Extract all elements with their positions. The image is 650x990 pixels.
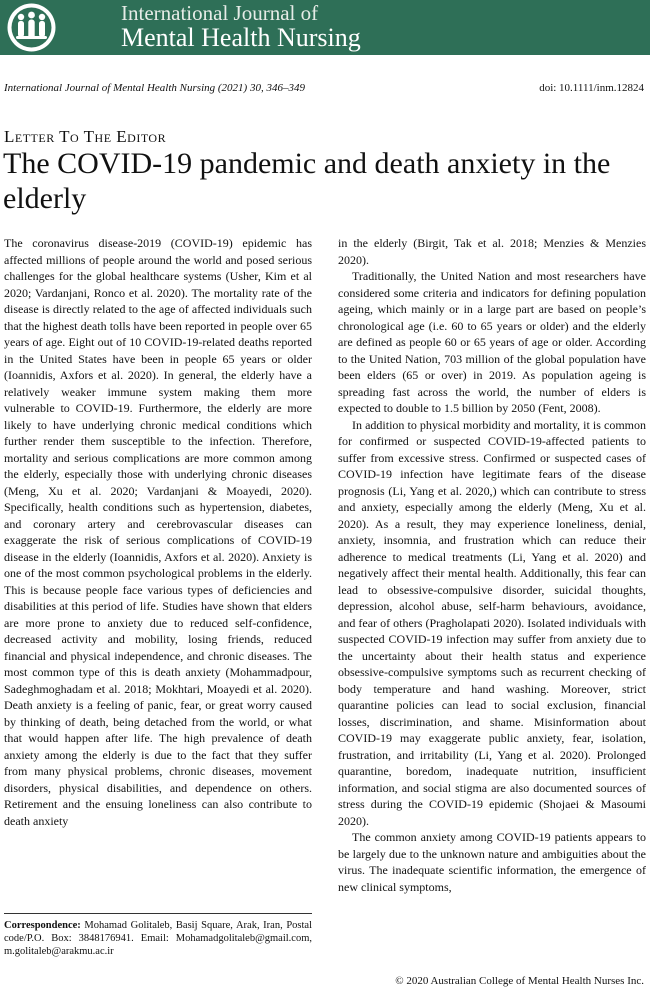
body-column-left (4, 235, 312, 887)
correspondence-text: Mohamad Golitaleb, Basij Square, Arak, Iran, Postal code/P.O. Box: 3848176941. Email: Mohamadgolitaleb@gmail.com, m.golitaleb@arakmu.ac.ir (4, 920, 313, 957)
copyright-notice: © 2020 Australian College of Mental Health Nurses Inc. (395, 975, 644, 987)
journal-name-line1: International Journal of (121, 1, 319, 25)
body-paragraph: In addition to physical morbidity and mortality, it is common for confirmed or suspected COVID-19-affected patients to suffer from excessive stress. Confirmed or suspected cases of COVID-19 infection have legitimate fears of the disease prognosis (Li, Yang et al. 2020,) which can contribute to stress and anxiety, especially among the elderly (Meng, Xu et al. 2020). As a result, they may experience loneliness, denial, anxiety, insomnia, and frustration which can reduce their adherence to medical treatments (Li, Yang et al. 2020) and negatively affect their mental health. Additionally, this fear can lead to obsessive-compulsive disorder, suicidal thoughts, depression, alcohol abuse, self-harm behaviours, avoidance, and fear of others (Pragholapati 2020). Isolated individuals with suspected COVID-19 infection may suffer from anxiety due to the uncertainty about their health status and experience obsessive-compulsive symptoms such as recurrent checking of body temperature and hand washing. Moreover, strict quarantine policies can lead to social exclusion, financial losses, discrimination, and shame. Misinformation about COVID-19 may exaggerate public anxiety, fear, isolation, frustration, and irritability (Li, Yang et al. 2020). Prolonged quarantine, boredom, inadequate nutrition, insufficient information, and social stigma are also documented sources of stress during the COVID-19 epidemic (Shojaei & Masoumi 2020). (338, 417, 646, 828)
journal-logo-icon (6, 2, 57, 53)
body-paragraph: in the elderly (Birgit, Tak et al. 2018; Menzies & Menzies 2020). (338, 236, 646, 267)
article-title: The COVID-19 pandemic and death anxiety in the elderly (3, 147, 611, 215)
body-paragraph: Traditionally, the United Nation and most researchers have considered some criteria and indicators for defining population ageing, which mainly or in a large part are based on people’s chronological age (i.e. 60 to 65 years or older) and the elderly are defined as people 60 or 65 years of age or older. According to the United Nation, 703 million of the global population have been elders (65 or over) in 2019. As population ageing is spreading fast across the world, the number of elders is expected to double to 1.5 billion by 2050 (Fent, 2008). (338, 269, 646, 415)
body-column-right (338, 235, 646, 980)
correspondence-label: Correspondence: (4, 920, 81, 931)
correspondence-note (4, 919, 312, 958)
citation: International Journal of Mental Health Nursing (2021) 30, 346–349 (4, 82, 305, 94)
body-paragraph: The coronavirus disease-2019 (COVID-19) epidemic has affected millions of people around the world and posed serious challenges for the global healthcare systems (Usher, Kim et al 2020; Vardanjani, Ronco et al. 2020). The mortality rate of the disease is directly related to the age of affected individuals such that the highest death tolls have been reported in people over 65 years of age. Eight out of 10 COVID-19-related deaths reported in the United States have been in people 65 years or older (Ioannidis, Axfors et al. 2020). In general, the elderly have a relatively weaker immune system making them more vulnerable to COVID-19. Furthermore, the elderly are more likely to have underlying chronic medical conditions which further render them susceptible to the infection. Therefore, mortality and serious complications are more common among the elderly, especially those with underlying chronic diseases (Meng, Xu et al. 2020; Vardanjani & Moayedi, 2020). Specifically, health conditions such as hypertension, diabetes, and coronary artery and cerebrovascular diseases can exaggerate the risk of serious complications of COVID-19 disease in the elderly (Ioannidis, Axfors et al. 2020). Anxiety is one of the most common psychological problems in the elderly. This is because people face various types of deficiencies and disabilities at this period of life. Studies have shown that elders are more prone to anxiety due to reduced self-confidence, decreased activity and mobility, losing friends, reduced financial and physical independence, and chronic diseases. The most common type of this is death anxiety (Mohammadpour, Sadeghmoghadam et al. 2018; Mokhtari, Moayedi et al. 2020). Death anxiety is a feeling of panic, fear, or great worry caused by thinking of death, being detached from the world, or what that would happen after life. The high prevalence of death anxiety among the elderly is due to the fact that they suffer from many physical problems, chronic diseases, movement disorders, physical disabilities, and dependence on others. Retirement and the ensuing loneliness can also contribute to death anxiety (4, 236, 312, 828)
article-type-label: Letter To The Editor (4, 127, 167, 146)
correspondence-divider (4, 913, 312, 914)
journal-name-line2: Mental Health Nursing (121, 23, 361, 52)
journal-banner (0, 0, 650, 55)
doi[interactable]: doi: 10.1111/inm.12824 (539, 82, 644, 94)
body-paragraph: The common anxiety among COVID-19 patients appears to be largely due to the unknown nature and ambiguities about the virus. The inadequate scientific information, the emergence of new clinical symptoms, (338, 830, 646, 894)
